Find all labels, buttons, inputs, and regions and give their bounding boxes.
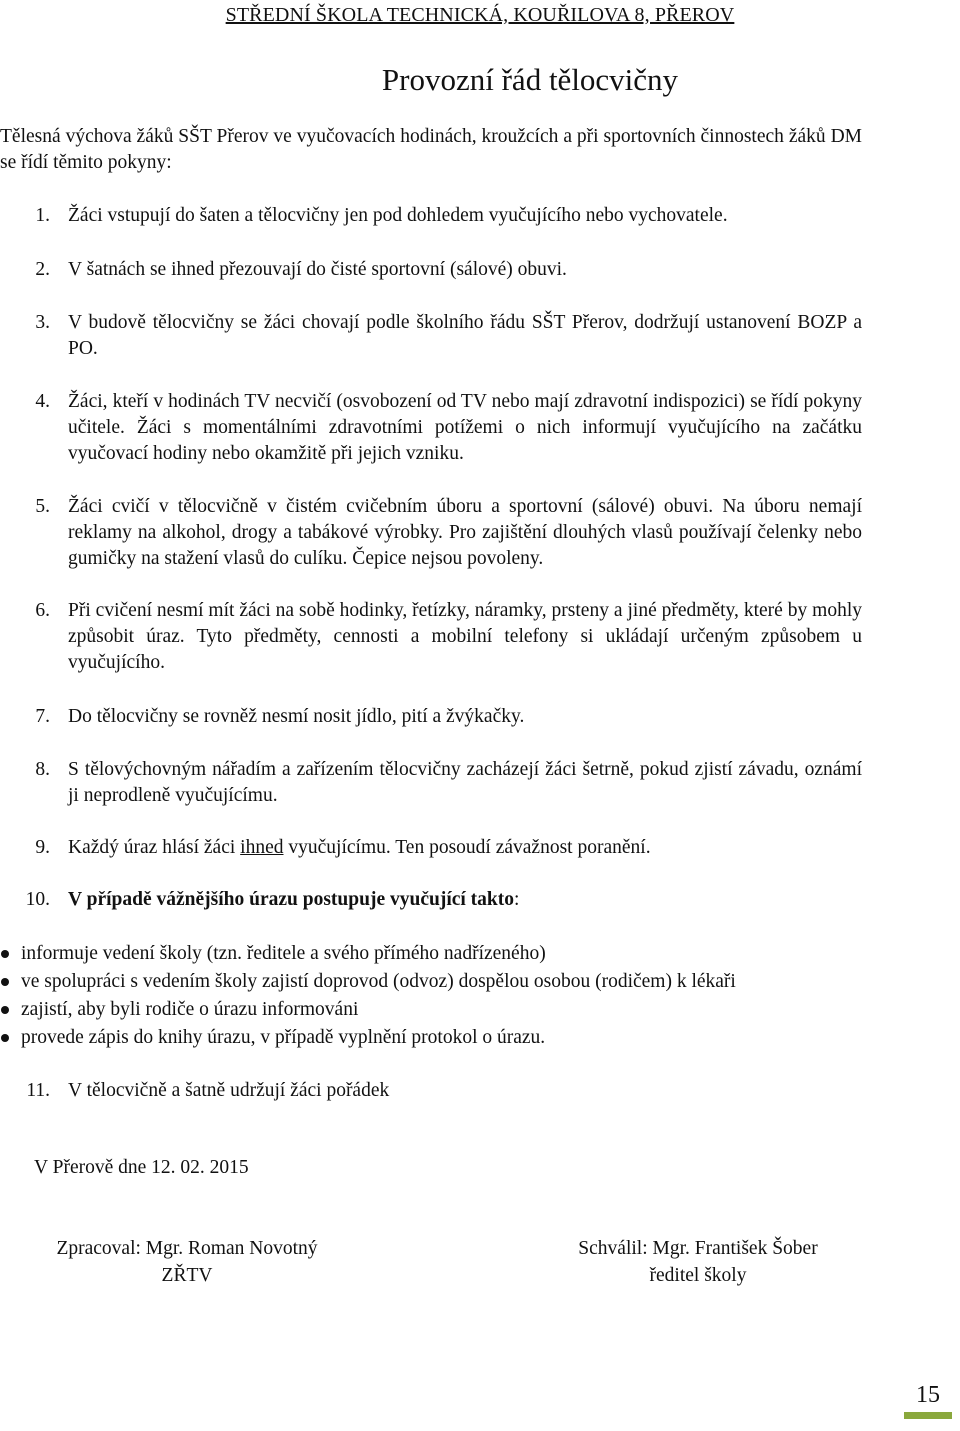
list-item bbox=[0, 968, 900, 996]
rule-text: V šatnách se ihned přezouvají do čisté sportovní (sálové) obuvi. bbox=[68, 259, 567, 280]
list-item bbox=[0, 996, 900, 1024]
rule-number: 10. bbox=[25, 889, 50, 910]
signature-prepared-by bbox=[34, 1235, 340, 1289]
bullet-icon bbox=[1, 1034, 9, 1042]
list-item bbox=[0, 940, 900, 968]
rule-text: Do tělocvičny se rovněž nesmí nosit jídlo, pití a žvýkačky. bbox=[68, 706, 525, 727]
rule-text: Při cvičení nesmí mít žáci na sobě hodinky, řetízky, náramky, prsteny a jiné předměty, které by mohly způsobit úraz. Tyto předměty, cennosti a mobilní telefony si ukládají určeným způsobem u vyučujícího. bbox=[68, 600, 862, 673]
list-item-text: zajistí, aby byli rodiče o úrazu informováni bbox=[21, 999, 359, 1020]
rule-text: V budově tělocvičny se žáci chovají podle školního řádu SŠT Přerov, dodržují ustanovení BOZP a PO. bbox=[68, 312, 862, 359]
school-name-header: STŘEDNÍ ŠKOLA TECHNICKÁ, KOUŘILOVA 8, PŘEROV bbox=[225, 4, 735, 26]
bullet-icon bbox=[1, 978, 9, 986]
rule-number: 7. bbox=[35, 706, 50, 727]
document-date: V Přerově dne 12. 02. 2015 bbox=[34, 1157, 249, 1178]
rule-number: 3. bbox=[35, 312, 50, 333]
list-item-text: ve spolupráci s vedením školy zajistí doprovod (odvoz) dospělou osobou (rodičem) k lékaři bbox=[21, 971, 736, 992]
rule-number: 2. bbox=[35, 259, 50, 280]
rule-number: 1. bbox=[35, 205, 50, 226]
rule-number: 8. bbox=[35, 759, 50, 780]
list-item-text: provede zápis do knihy úrazu, v případě vyplnění protokol o úrazu. bbox=[21, 1027, 546, 1048]
rule-number: 11. bbox=[26, 1080, 50, 1101]
rule-number: 4. bbox=[35, 391, 50, 412]
rule-text bbox=[68, 835, 862, 861]
prepared-by-name: Zpracoval: Mgr. Roman Novotný bbox=[56, 1238, 318, 1259]
emphasis-ihned: ihned bbox=[240, 837, 284, 858]
page-title: Provozní řád tělocvičny bbox=[381, 62, 679, 97]
rule-text: S tělovýchovným nářadím a zařízením tělocvičny zacházejí žáci šetrně, pokud zjistí závadu, oznámí ji neprodleně vyučujícímu. bbox=[68, 759, 862, 806]
signature-approved-by bbox=[556, 1235, 840, 1289]
rule-text: Žáci cvičí v tělocvičně v čistém cvičebním úboru a sportovní (sálové) obuvi. Na úboru nemají reklamy na alkohol, drogy a tabákové výrobky. Pro zajištění dlouhých vlasů používají čelenky nebo gumičky na stažení vlasů do culíku. Čepice nejsou povoleny. bbox=[68, 496, 862, 569]
approved-by-role: ředitel školy bbox=[649, 1265, 747, 1286]
rule-text-start: Každý úraz hlásí žáci bbox=[68, 837, 241, 858]
list-item bbox=[0, 1024, 900, 1052]
approved-by-name: Schválil: Mgr. František Šober bbox=[578, 1238, 818, 1259]
rule-text bbox=[68, 887, 862, 913]
intro-paragraph: Tělesná výchova žáků SŠT Přerov ve vyučovacích hodinách, kroužcích a při sportovních činnostech žáků DM se řídí těmito pokyny: bbox=[0, 126, 862, 173]
rule-text: Žáci, kteří v hodinách TV necvičí (osvobození od TV nebo mají zdravotní indispozici) se řídí pokyny učitele. Žáci s momentálními zdravotními potížemi o nich informují vyučujícího na začátku vyučovací hodiny nebo okamžitě při jejich vzniku. bbox=[68, 391, 862, 464]
prepared-by-role: ZŘTV bbox=[161, 1265, 213, 1286]
rule-text-end: vyučujícímu. Ten posoudí závažnost poranění. bbox=[283, 837, 651, 858]
bullet-icon bbox=[1, 950, 9, 958]
list-item-text: informuje vedení školy (tzn. ředitele a svého přímého nadřízeného) bbox=[21, 943, 546, 964]
rule-number: 9. bbox=[35, 837, 50, 858]
rule-text-bold: V případě vážnějšího úrazu postupuje vyučující takto bbox=[68, 889, 515, 910]
rule-text: V tělocvičně a šatně udržují žáci pořádek bbox=[68, 1080, 390, 1101]
bullet-icon bbox=[1, 1006, 9, 1014]
injury-procedure-list bbox=[0, 940, 900, 1052]
page-number: 15 bbox=[904, 1378, 952, 1419]
rule-number: 5. bbox=[35, 496, 50, 517]
rule-text: Žáci vstupují do šaten a tělocvičny jen pod dohledem vyučujícího nebo vychovatele. bbox=[68, 205, 728, 226]
rule-number: 6. bbox=[35, 600, 50, 621]
rule-text-end: : bbox=[514, 889, 520, 910]
